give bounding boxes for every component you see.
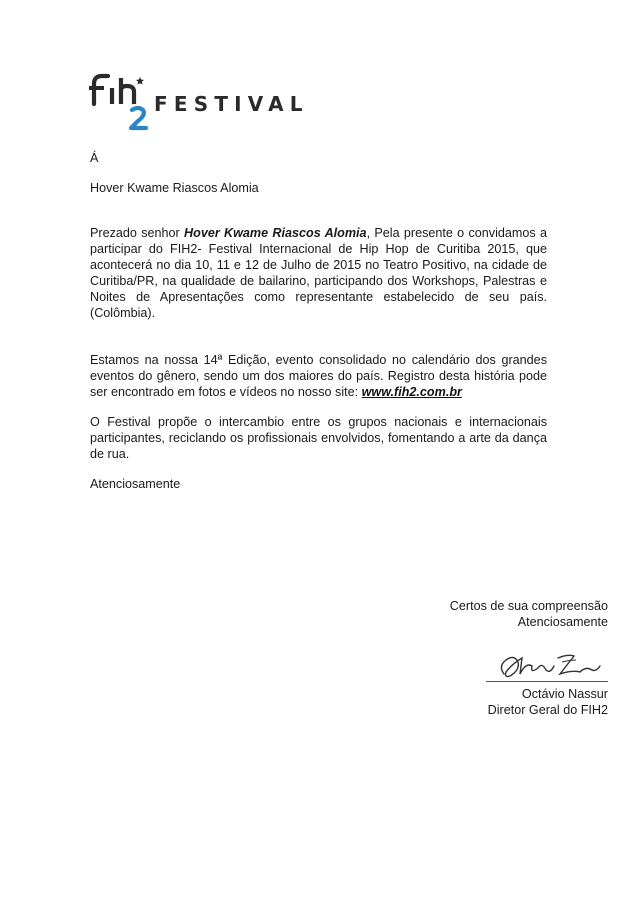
closing-line-2: Atenciosamente bbox=[517, 615, 608, 629]
site-link[interactable]: www.fih2.com.br bbox=[361, 385, 462, 399]
p1-text-start: Prezado senhor bbox=[90, 226, 185, 240]
closing: Atenciosamente bbox=[90, 477, 181, 491]
festival-logo bbox=[88, 70, 309, 132]
recipient-name: Hover Kwame Riascos Alomia bbox=[90, 181, 259, 195]
signature-closing bbox=[408, 598, 608, 630]
signer-block bbox=[408, 686, 608, 718]
fih2-logo-mark bbox=[88, 70, 158, 132]
paragraph-exchange bbox=[90, 414, 547, 462]
paragraph-invitation bbox=[90, 225, 547, 321]
salutation: Á bbox=[90, 151, 99, 165]
closing-line-1: Certos de sua compreensão bbox=[449, 599, 608, 613]
signature-line bbox=[486, 681, 608, 682]
signer-title: Diretor Geral do FIH2 bbox=[487, 703, 608, 717]
p1-text-rest: , Pela presente o convidamos a participar do FIH2- Festival Internacional de Hip Hop de Curitiba 2015, que acontecerá no dia 10, 11 e 12 de Julho de 2015 no Teatro Positivo, na cidade de Curitiba/PR, na qualidade de bailarino, participando dos Workshops, Palestras e Noites de Apresentações como representante estabelecido de seu país. (Colômbia). bbox=[90, 226, 547, 320]
p3-text: O Festival propõe o intercambio entre os grupos nacionais e internacionais participantes, reciclando os profissionais envolvidos, fomentando a arte da dança de rua. bbox=[90, 415, 547, 461]
handwritten-signature bbox=[496, 648, 608, 682]
logo-wordmark: FESTIVAL bbox=[154, 92, 309, 116]
p1-recipient-bold: Hover Kwame Riascos Alomia bbox=[184, 226, 367, 240]
signer-name: Octávio Nassur bbox=[521, 687, 608, 701]
paragraph-edition bbox=[90, 352, 547, 400]
p2-text: Estamos na nossa 14ª Edição, evento consolidado no calendário dos grandes eventos do gênero, sendo um dos maiores do país. Registro desta história pode ser encontrado em fotos e vídeos no nosso site: bbox=[90, 353, 547, 399]
